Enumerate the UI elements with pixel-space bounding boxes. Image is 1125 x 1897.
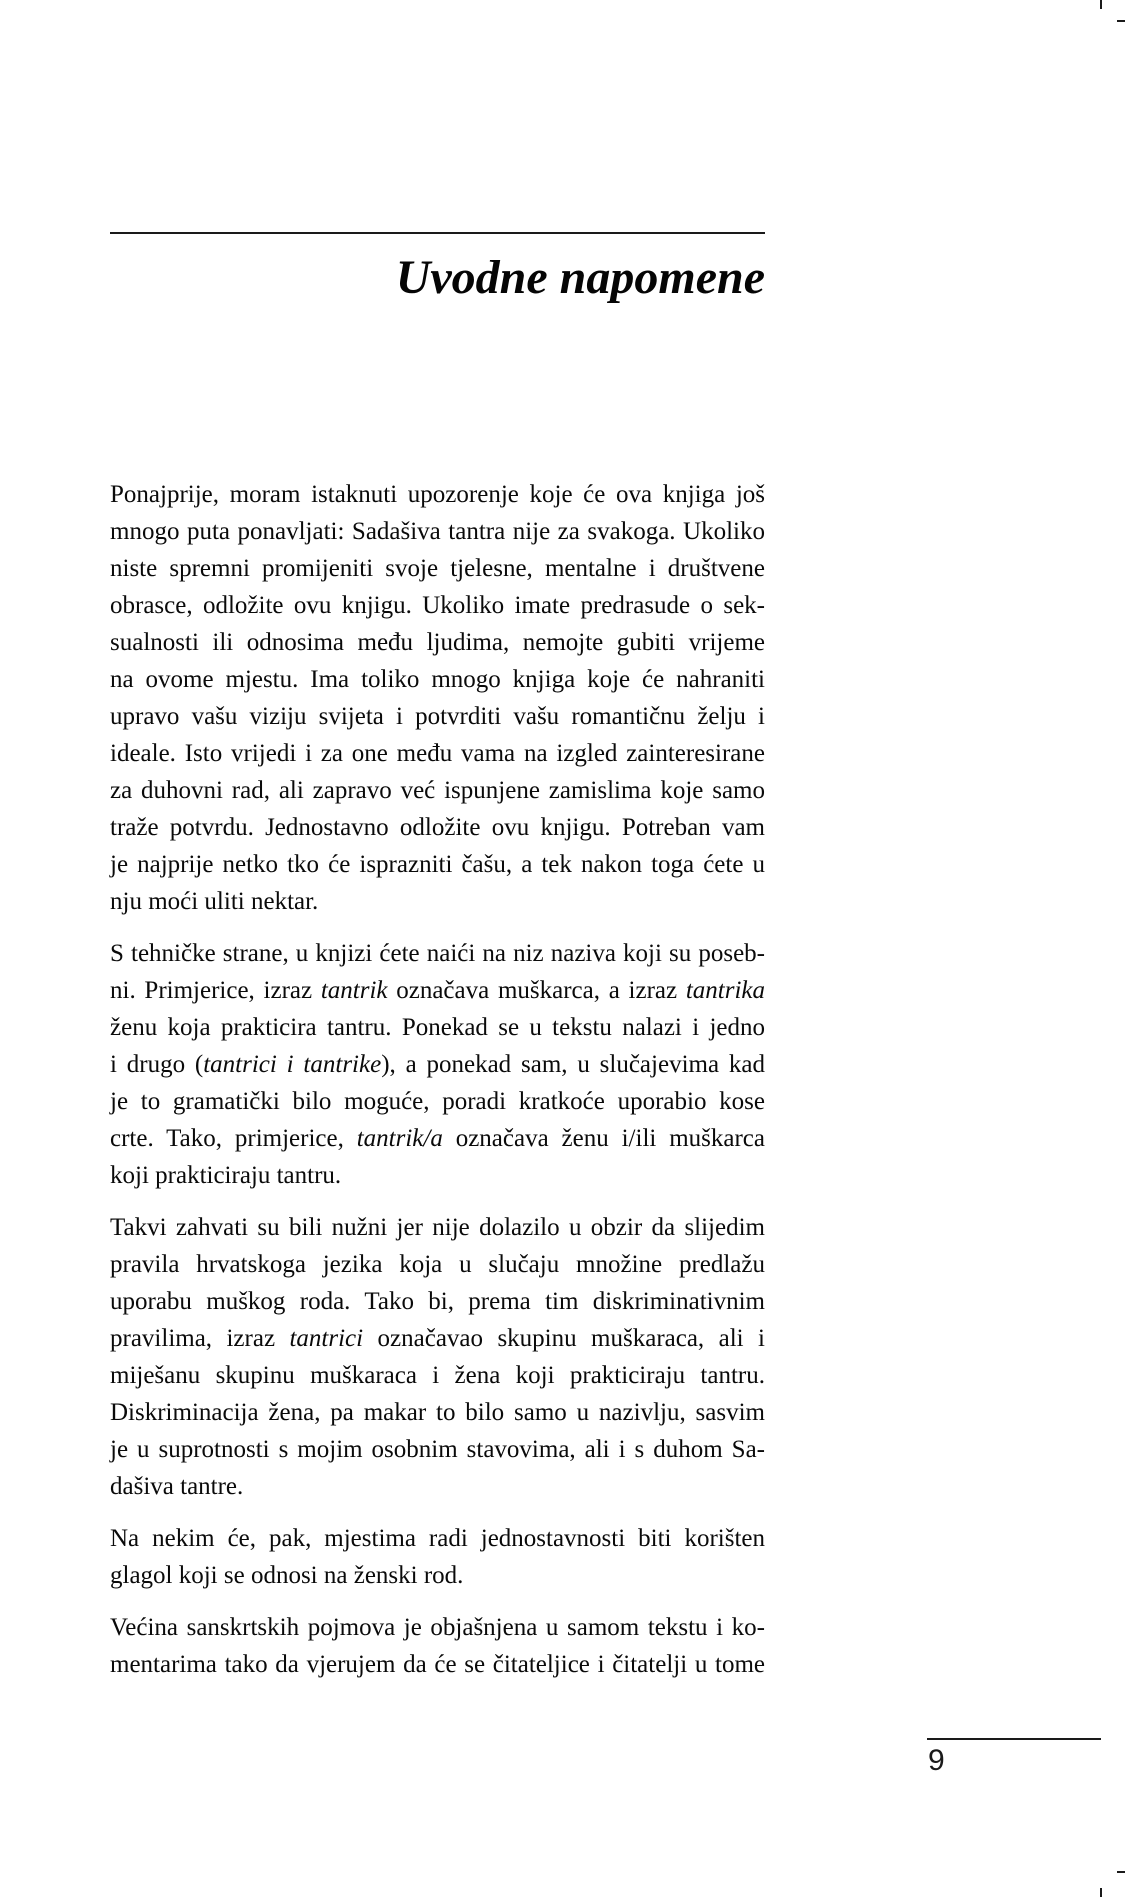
text-line xyxy=(110,1009,765,1046)
italic-term: tantrici i tantrike xyxy=(203,1051,382,1078)
text-line xyxy=(110,883,765,920)
body-text xyxy=(110,476,765,1683)
text-segment: Na nekim će, pak, mjestima radi jednostavnosti biti korišten xyxy=(110,1525,765,1552)
text-line xyxy=(110,735,765,772)
text-segment: uporabu muškog roda. Tako bi, prema tim diskriminativnim xyxy=(110,1288,765,1315)
text-segment: upravo vašu viziju svijeta i potvrditi vašu romantičnu želju i xyxy=(110,703,765,730)
text-segment: ideale. Isto vrijedi i za one među vama na izgled zainteresirane xyxy=(110,740,765,767)
text-line xyxy=(110,624,765,661)
text-segment: ni. Primjerice, izraz xyxy=(110,977,321,1004)
text-segment: nju moći uliti nektar. xyxy=(110,888,319,915)
italic-term: tantrik xyxy=(320,977,388,1004)
text-line xyxy=(110,1468,765,1505)
paragraph xyxy=(110,476,765,920)
text-segment: crte. Tako, primjerice, xyxy=(110,1125,357,1152)
text-segment: na ovome mjestu. Ima toliko mnogo knjiga koje će nahraniti xyxy=(110,666,765,693)
text-line xyxy=(110,698,765,735)
text-segment: označavao skupinu muškaraca, ali i xyxy=(363,1325,765,1352)
crop-mark-top-right-horizontal xyxy=(1117,20,1125,22)
paragraph xyxy=(110,1609,765,1683)
text-segment: ženu koja prakticira tantru. Ponekad se u tekstu nalazi i jedno xyxy=(110,1014,765,1041)
text-segment: Većina sanskrtskih pojmova je objašnjena u samom tekstu i ko- xyxy=(110,1614,765,1641)
paragraph xyxy=(110,1520,765,1594)
text-line xyxy=(110,1209,765,1246)
text-segment: mnogo puta ponavljati: Sadašiva tantra nije za svakoga. Ukoliko xyxy=(110,518,765,545)
text-segment: glagol koji se odnosi na ženski rod. xyxy=(110,1562,464,1589)
text-segment: obrasce, odložite ovu knjigu. Ukoliko imate predrasude o sek- xyxy=(110,592,765,619)
text-segment: traže potvrdu. Jednostavno odložite ovu knjigu. Potreban vam xyxy=(110,814,765,841)
text-line xyxy=(110,1609,765,1646)
text-segment: označava muškarca, a izraz xyxy=(387,977,686,1004)
text-line xyxy=(110,476,765,513)
text-line xyxy=(110,1046,765,1083)
chapter-header-rule xyxy=(110,232,765,234)
text-line xyxy=(110,1320,765,1357)
text-segment: i drugo ( xyxy=(110,1051,204,1078)
italic-term: tantrici xyxy=(289,1325,364,1352)
text-line xyxy=(110,1157,765,1194)
text-segment: Takvi zahvati su bili nužni jer nije dolazilo u obzir da slijedim xyxy=(110,1214,765,1241)
text-line xyxy=(110,1120,765,1157)
footer-rule xyxy=(927,1738,1101,1740)
text-line xyxy=(110,809,765,846)
text-segment: pravila hrvatskoga jezika koja u slučaju množine predlažu xyxy=(110,1251,765,1278)
text-segment: pravilima, izraz xyxy=(110,1325,290,1352)
text-segment: za duhovni rad, ali zapravo već ispunjene zamislima koje samo xyxy=(110,777,765,804)
italic-term: tantrika xyxy=(685,977,765,1004)
text-segment: miješanu skupinu muškaraca i žena koji prakticiraju tantru. xyxy=(110,1362,765,1389)
text-line xyxy=(110,1557,765,1594)
page-number: 9 xyxy=(928,1744,945,1777)
crop-mark-bottom-right-vertical xyxy=(1100,1888,1102,1897)
crop-mark-top-right-vertical xyxy=(1100,0,1102,9)
text-line xyxy=(110,1431,765,1468)
text-line xyxy=(110,513,765,550)
paragraph xyxy=(110,1209,765,1505)
text-line xyxy=(110,846,765,883)
paragraph xyxy=(110,935,765,1194)
text-segment: ), a ponekad sam, u slučajevima kad xyxy=(381,1051,765,1078)
crop-mark-bottom-right-horizontal xyxy=(1117,1871,1125,1873)
text-line xyxy=(110,1246,765,1283)
text-segment: koji prakticiraju tantru. xyxy=(110,1162,342,1189)
text-line xyxy=(110,1394,765,1431)
text-segment: je to gramatički bilo moguće, poradi kratkoće uporabio kose xyxy=(110,1088,765,1115)
text-segment: S tehničke strane, u knjizi ćete naići na niz naziva koji su poseb- xyxy=(110,940,765,967)
text-segment: je najprije netko tko će isprazniti čašu, a tek nakon toga ćete u xyxy=(110,851,765,878)
text-segment: Ponajprije, moram istaknuti upozorenje koje će ova knjiga još xyxy=(110,481,765,508)
text-line xyxy=(110,1357,765,1394)
text-segment: mentarima tako da vjerujem da će se čitateljice i čitatelji u tome xyxy=(110,1651,765,1678)
text-segment: je u suprotnosti s mojim osobnim stavovima, ali i s duhom Sa- xyxy=(110,1436,765,1463)
text-line xyxy=(110,550,765,587)
text-line xyxy=(110,661,765,698)
text-segment: sualnosti ili odnosima među ljudima, nemojte gubiti vrijeme xyxy=(110,629,765,656)
text-line xyxy=(110,772,765,809)
italic-term: tantrik/a xyxy=(356,1125,443,1152)
chapter-title: Uvodne napomene xyxy=(395,251,765,304)
text-line xyxy=(110,587,765,624)
text-line xyxy=(110,972,765,1009)
text-segment: Diskriminacija žena, pa makar to bilo samo u nazivlju, sasvim xyxy=(110,1399,765,1426)
text-segment: označava ženu i/ili muškarca xyxy=(442,1125,765,1152)
text-segment: niste spremni promijeniti svoje tjelesne, mentalne i društvene xyxy=(110,555,765,582)
text-line xyxy=(110,1520,765,1557)
text-line xyxy=(110,935,765,972)
text-line xyxy=(110,1646,765,1683)
text-segment: dašiva tantre. xyxy=(110,1473,244,1500)
text-line xyxy=(110,1283,765,1320)
text-line xyxy=(110,1083,765,1120)
